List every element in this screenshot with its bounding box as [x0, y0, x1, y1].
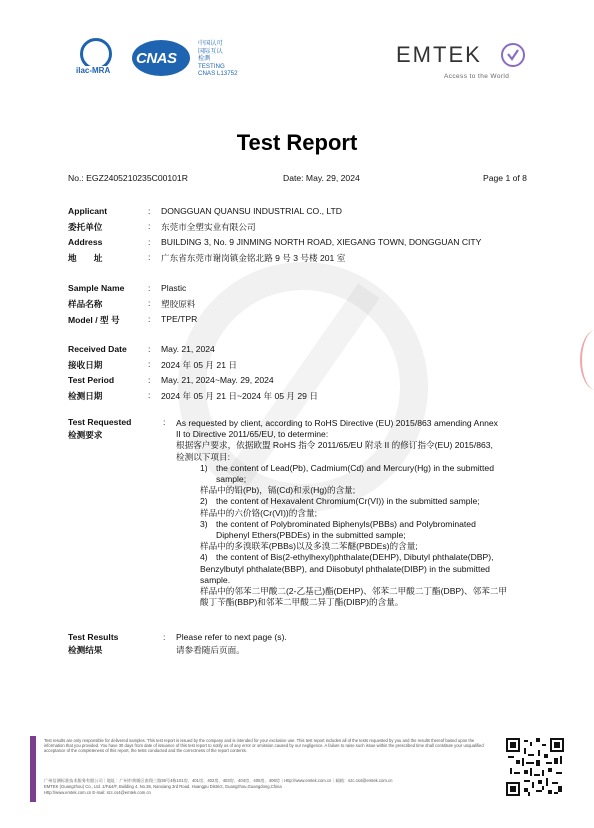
colon: :: [148, 359, 151, 369]
page-indicator: Page 1 of 8: [483, 173, 527, 183]
test-item: [176, 496, 568, 518]
item-number: 2): [200, 496, 208, 507]
applicant-value: DONGGUAN QUANSU INDUSTRIAL CO., LTD: [161, 206, 342, 216]
sample-name-value: Plastic: [161, 283, 187, 293]
colon: :: [148, 298, 151, 308]
intro-line: II to Directive 2011/65/EU, to determine:: [176, 429, 329, 440]
intro-cn-line: 检测以下项目:: [176, 451, 230, 462]
test-period-cn-value: 2024 年 05 月 21 日~2024 年 05 月 29 日: [161, 391, 318, 401]
item-cn-text: 样品中的铅(Pb)，镉(Cd)和汞(Hg)的含量;: [200, 485, 356, 496]
item-number: 3): [200, 518, 208, 529]
colon: :: [148, 221, 151, 231]
item-number: 1): [200, 462, 208, 473]
colon: :: [148, 344, 151, 354]
test-item: [176, 463, 568, 497]
colon: :: [148, 283, 151, 293]
cnas-note-line: 中国认可: [198, 40, 223, 47]
footer-web: Http://www.emtek.com.cn E-mail: szc.cs4@emtek.com.cn: [44, 790, 151, 795]
colon: :: [163, 632, 166, 642]
cnas-note-line: CNAS L13752: [198, 70, 238, 78]
item-cn-text: 样品中的邻苯二甲酸二(2-乙基己)酯(DEHP)、邻苯二甲酸二丁酯(DBP)、邻苯二甲: [200, 586, 507, 597]
cnas-accreditation-note: [198, 40, 238, 78]
received-date-cn-label: 接收日期: [68, 360, 103, 370]
intro-cn-line: 根据客户要求，依据欧盟 RoHS 指令 2011/65/EU 附录 II 的修订指令(EU) 2015/863,: [176, 440, 493, 451]
ilac-mra-logo: [76, 38, 128, 78]
applicant-cn-label: 委托单位: [68, 222, 103, 232]
received-date-cn-value: 2024 年 05 月 21 日: [161, 360, 237, 370]
colon: :: [148, 237, 151, 247]
item-text: the content of Bis(2-ethylhexyl)phthalate(DEHP), Dibutyl phthalate(DBP),: [216, 552, 494, 563]
sample-name-cn-label: 样品名称: [68, 299, 103, 309]
footer-accent-bar: [30, 736, 36, 802]
colon: :: [148, 206, 151, 216]
cnas-logo: [132, 40, 192, 78]
address-cn-value: 广东省东莞市谢岗镇金铭北路 9 号 3 号楼 201 室: [161, 253, 346, 263]
item-text: the content of Polybrominated Biphenyls(PBBs) and Polybrominated: [216, 518, 476, 529]
test-results-cn-label: 检测结果: [68, 645, 103, 655]
test-results-value: Please refer to next page (s).: [176, 632, 287, 642]
report-date: Date: May. 29, 2024: [283, 173, 360, 183]
item-cn-text: 酸丁苄酯(BBP)和邻苯二甲酸二异丁酯(DIBP)的含量。: [200, 597, 404, 608]
emtek-tagline: Access to the World: [444, 73, 510, 80]
intro-line: As requested by client, according to RoHS Directive (EU) 2015/863 amending Annex: [176, 418, 498, 428]
applicant-cn-value: 东莞市全塑实业有限公司: [161, 222, 256, 232]
footer-disclaimer: Test results are only responsible for delivered samples. This test report is issued by the company and is intended for your exclusive use. This test report includes all of the tests requested by you and the results thereof based upon the information that you provided. You have 30 days from date of issuance of this test report to notify us of any error or omission caused by our negligence. A failure to raise such issue within the prescribed time shall constitute your unqualified acceptance of the completeness of this report, the tests conducted and the correctness of the report contents.: [44, 738, 484, 754]
test-period-value: May. 21, 2024~May. 29, 2024: [161, 375, 274, 385]
item-text: Diphenyl Ethers(PBDEs) in the submitted sample;: [216, 530, 406, 541]
item-text: Benzylbutyl phthalate(BBP), and Diisobutyl phthalate(DIBP) in the submitted: [200, 563, 490, 574]
colon: :: [148, 252, 151, 262]
address-label: Address: [68, 237, 103, 247]
test-requested-label: Test Requested: [68, 417, 132, 427]
cnas-text: CNAS: [136, 50, 177, 67]
report-number: No.: EGZ2405210235C00101R: [68, 173, 188, 183]
test-requested-block: [176, 418, 568, 608]
received-date-label: Received Date: [68, 344, 127, 354]
colon: :: [148, 375, 151, 385]
test-item: [176, 552, 568, 608]
colon: :: [163, 417, 166, 427]
page-title: Test Report: [236, 130, 358, 155]
colon: :: [148, 390, 151, 400]
sample-name-label: Sample Name: [68, 283, 125, 293]
ilac-text: ilac-MRA: [76, 66, 111, 75]
address-cn-label: 地 址: [68, 253, 103, 263]
item-number: 4): [200, 552, 208, 563]
cnas-note-line: 国际互认: [198, 47, 223, 55]
cnas-note-line: TESTING: [198, 62, 225, 70]
test-results-cn-value: 请参看随后页面。: [176, 645, 245, 655]
footer-address-cn: 广州信测标准技术服务有限公司｜地址：广州市黄埔区南翔三路36号4栋101房、401房、402房、403房、404房、405房、406房｜Http://www.emtek.com.cn｜邮箱：szc.cs4@emtek.com.cn: [44, 778, 393, 783]
applicant-label: Applicant: [68, 206, 108, 216]
item-text: the content of Hexavalent Chromium(Cr(VI)) in the submitted sample;: [216, 496, 480, 507]
qr-code-icon: [506, 738, 564, 796]
colon: :: [148, 314, 151, 324]
emtek-logo: [396, 42, 536, 82]
seal-stamp-edge: [580, 330, 594, 390]
address-value: BUILDING 3, No. 9 JINMING NORTH ROAD, XIEGANG TOWN, DONGGUAN CITY: [161, 237, 482, 247]
test-period-cn-label: 检测日期: [68, 391, 103, 401]
test-item: [176, 519, 568, 553]
cnas-note-line: 检测: [198, 55, 211, 63]
item-cn-text: 样品中的多溴联苯(PBBs)以及多溴二苯醚(PBDEs)的含量;: [200, 541, 418, 552]
item-text: the content of Lead(Pb), Cadmium(Cd) and Mercury(Hg) in the submitted: [216, 462, 494, 473]
model-value: TPE/TPR: [161, 314, 198, 324]
item-cn-text: 样品中的六价铬(Cr(VI))的含量;: [200, 507, 317, 518]
test-results-label: Test Results: [68, 632, 119, 642]
item-text: sample.: [200, 574, 231, 585]
emtek-check-icon: [501, 43, 525, 67]
sample-name-cn-value: 塑胶原料: [161, 299, 196, 309]
test-period-label: Test Period: [68, 375, 115, 385]
test-requested-cn-label: 检测要求: [68, 430, 103, 440]
model-label: Model / 型 号: [68, 315, 120, 325]
item-text: sample;: [216, 474, 247, 485]
footer-address-en: EMTEK (Guangzhou) Co., Ltd. 1/F&4/F, Building 4, No.36, Nanxiang 3rd Road, Huangpu District, Guangzhou,Guangdong,China: [44, 784, 282, 789]
emtek-wordmark: EMTEK: [396, 42, 482, 67]
received-date-value: May. 21, 2024: [161, 344, 215, 354]
footer-address: [44, 778, 492, 796]
